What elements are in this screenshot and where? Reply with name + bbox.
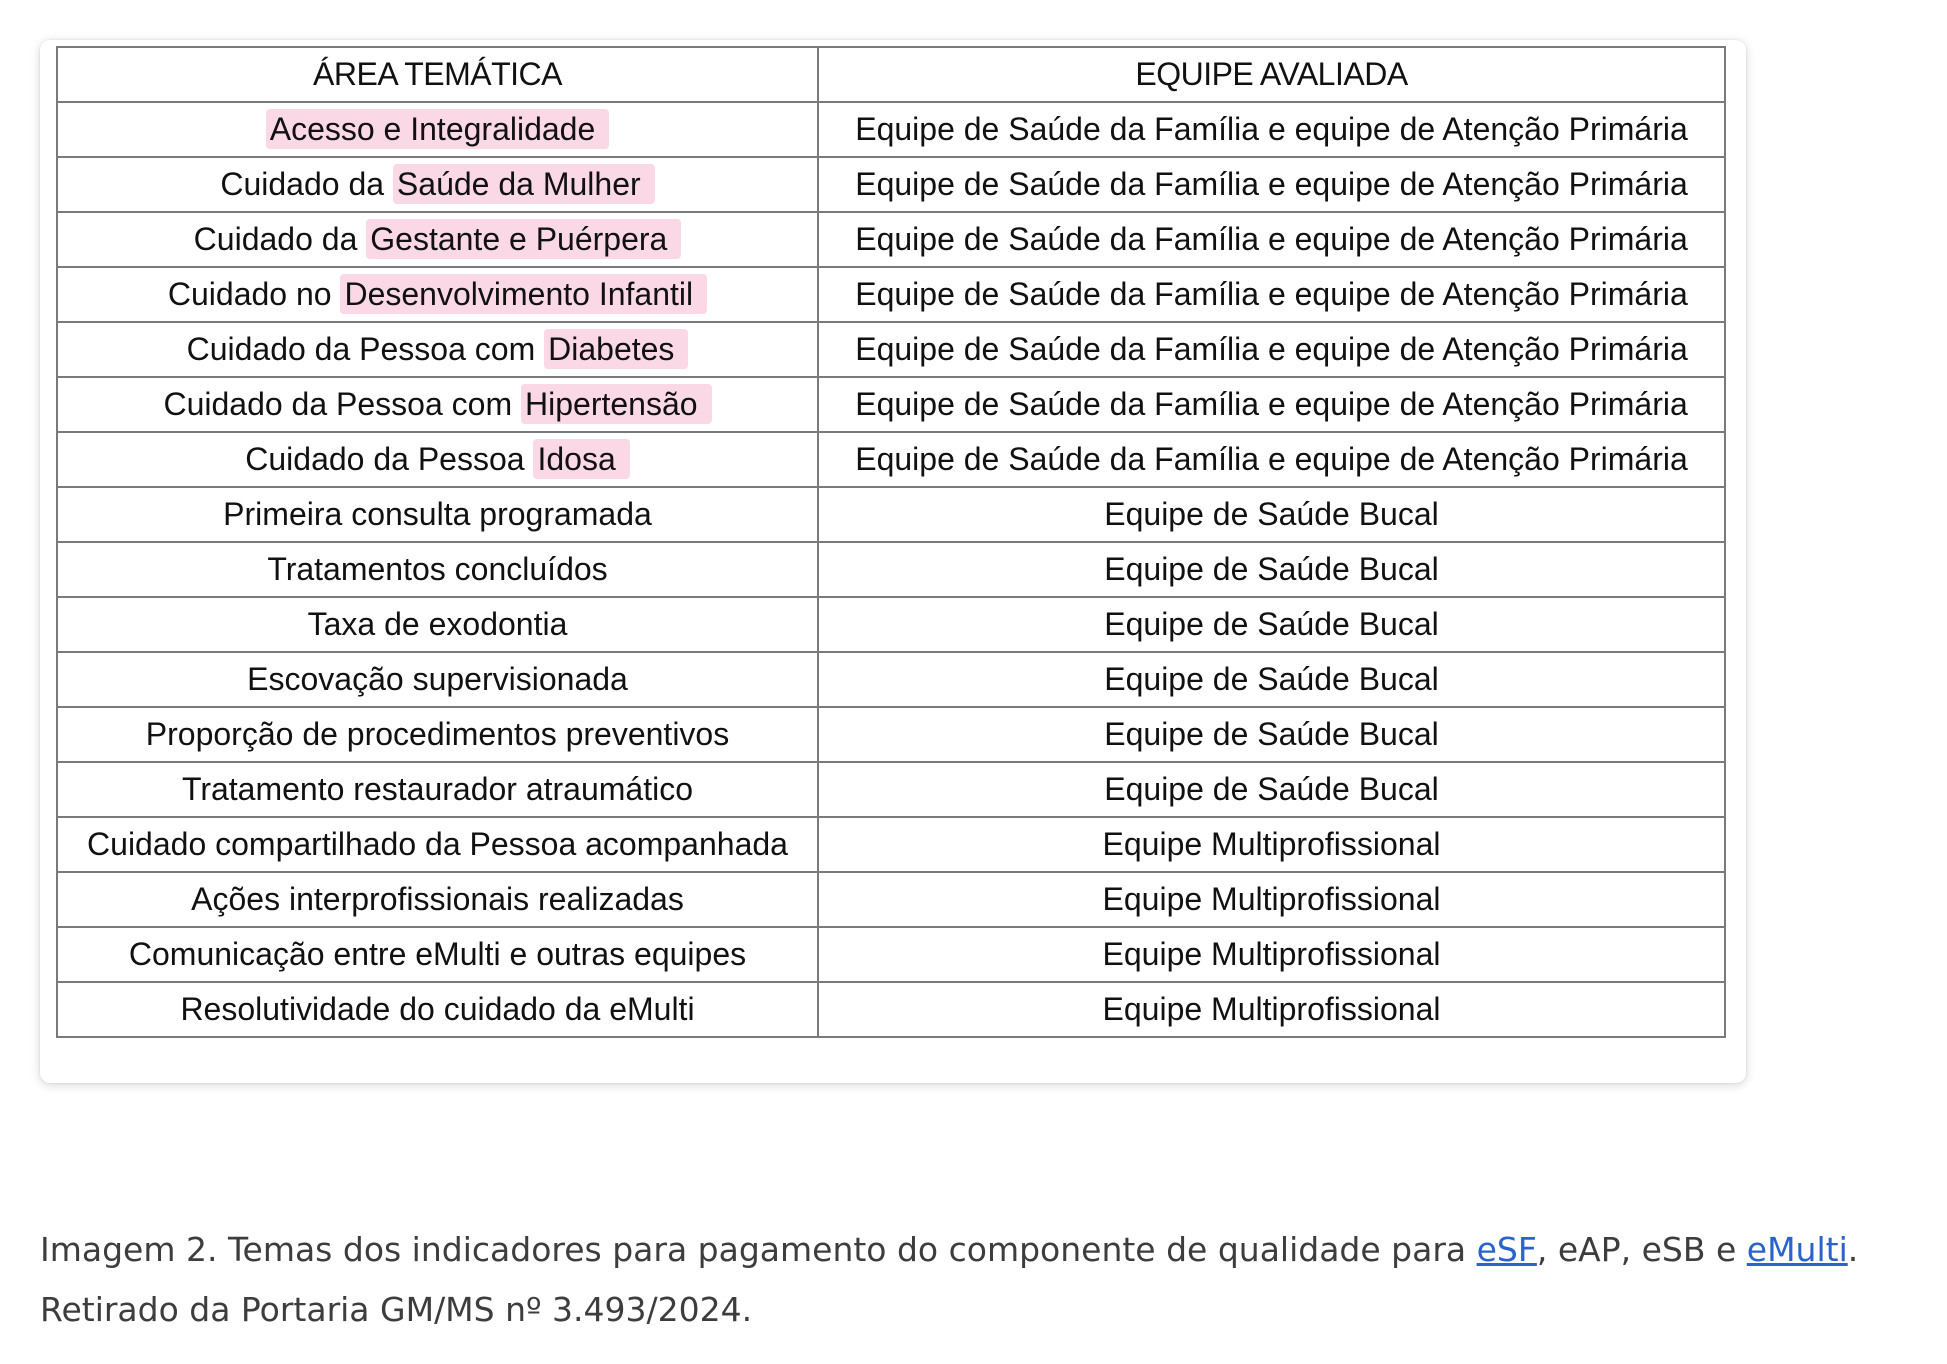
equipe-avaliada-cell: Equipe de Saúde da Família e equipe de Atenção Primária bbox=[818, 157, 1725, 212]
table-row bbox=[57, 157, 1725, 212]
table-body bbox=[57, 102, 1725, 1037]
area-tematica-text: Cuidado da bbox=[193, 221, 367, 257]
caption-text-part1: Imagem 2. Temas dos indicadores para pagamento do componente de qualidade para bbox=[40, 1230, 1477, 1269]
table-row bbox=[57, 927, 1725, 982]
area-tematica-cell bbox=[57, 762, 818, 817]
highlighted-term: Hipertensão bbox=[521, 384, 712, 424]
equipe-avaliada-cell: Equipe de Saúde Bucal bbox=[818, 707, 1725, 762]
equipe-avaliada-cell: Equipe de Saúde Bucal bbox=[818, 597, 1725, 652]
header-area-tematica: ÁREA TEMÁTICA bbox=[57, 47, 818, 102]
area-tematica-cell bbox=[57, 707, 818, 762]
area-tematica-text: Proporção de procedimentos preventivos bbox=[145, 716, 730, 752]
area-tematica-cell bbox=[57, 817, 818, 872]
area-tematica-cell bbox=[57, 982, 818, 1037]
equipe-avaliada-cell: Equipe de Saúde da Família e equipe de Atenção Primária bbox=[818, 212, 1725, 267]
area-tematica-text: Resolutividade do cuidado da eMulti bbox=[180, 991, 695, 1027]
equipe-avaliada-cell: Equipe de Saúde da Família e equipe de Atenção Primária bbox=[818, 322, 1725, 377]
equipe-avaliada-cell: Equipe de Saúde da Família e equipe de Atenção Primária bbox=[818, 102, 1725, 157]
equipe-avaliada-cell: Equipe Multiprofissional bbox=[818, 817, 1725, 872]
table-image-card bbox=[40, 40, 1746, 1083]
equipe-avaliada-cell: Equipe de Saúde da Família e equipe de Atenção Primária bbox=[818, 377, 1725, 432]
caption-text-part2: , eAP, eSB e bbox=[1536, 1230, 1747, 1269]
table-row bbox=[57, 652, 1725, 707]
table-row bbox=[57, 762, 1725, 817]
equipe-avaliada-cell: Equipe Multiprofissional bbox=[818, 872, 1725, 927]
caption-source: Retirado da Portaria GM/MS nº 3.493/2024. bbox=[40, 1290, 753, 1329]
table-row bbox=[57, 872, 1725, 927]
table-row bbox=[57, 322, 1725, 377]
equipe-avaliada-cell: Equipe de Saúde Bucal bbox=[818, 487, 1725, 542]
equipe-avaliada-cell: Equipe de Saúde Bucal bbox=[818, 542, 1725, 597]
area-tematica-cell bbox=[57, 212, 818, 267]
table-row bbox=[57, 817, 1725, 872]
table-header-row bbox=[57, 47, 1725, 102]
area-tematica-text: Cuidado da Pessoa com bbox=[163, 386, 521, 422]
area-tematica-text: Tratamentos concluídos bbox=[267, 551, 608, 587]
area-tematica-text: Tratamento restaurador atraumático bbox=[181, 771, 694, 807]
caption-text-part3: . bbox=[1847, 1230, 1859, 1269]
area-tematica-text: Cuidado da Pessoa bbox=[245, 441, 534, 477]
table-row bbox=[57, 597, 1725, 652]
highlighted-term: Desenvolvimento Infantil bbox=[340, 274, 707, 314]
highlighted-term: Gestante e Puérpera bbox=[366, 219, 681, 259]
highlighted-term: Saúde da Mulher bbox=[393, 164, 655, 204]
table-row bbox=[57, 542, 1725, 597]
emulti-link[interactable]: eMulti bbox=[1746, 1230, 1848, 1269]
highlighted-term: Acesso e Integralidade bbox=[266, 109, 610, 149]
area-tematica-cell bbox=[57, 377, 818, 432]
area-tematica-cell bbox=[57, 157, 818, 212]
area-tematica-text: Ações interprofissionais realizadas bbox=[191, 881, 684, 917]
area-tematica-cell bbox=[57, 102, 818, 157]
area-tematica-cell bbox=[57, 322, 818, 377]
equipe-avaliada-cell: Equipe de Saúde da Família e equipe de Atenção Primária bbox=[818, 432, 1725, 487]
area-tematica-cell bbox=[57, 927, 818, 982]
area-tematica-text: Comunicação entre eMulti e outras equipes bbox=[128, 936, 747, 972]
area-tematica-cell bbox=[57, 487, 818, 542]
area-tematica-cell bbox=[57, 267, 818, 322]
highlighted-term: Idosa bbox=[533, 439, 629, 479]
equipe-avaliada-cell: Equipe Multiprofissional bbox=[818, 927, 1725, 982]
area-tematica-cell bbox=[57, 652, 818, 707]
header-equipe-avaliada: EQUIPE AVALIADA bbox=[818, 47, 1725, 102]
table-row bbox=[57, 487, 1725, 542]
area-tematica-text: Escovação supervisionada bbox=[247, 661, 628, 697]
area-tematica-cell bbox=[57, 542, 818, 597]
table-row bbox=[57, 102, 1725, 157]
table-row bbox=[57, 982, 1725, 1037]
esf-link[interactable]: eSF bbox=[1476, 1230, 1537, 1269]
area-tematica-cell bbox=[57, 872, 818, 927]
equipe-avaliada-cell: Equipe de Saúde Bucal bbox=[818, 652, 1725, 707]
equipe-avaliada-cell: Equipe de Saúde Bucal bbox=[818, 762, 1725, 817]
indicator-themes-table bbox=[56, 46, 1726, 1038]
table-row bbox=[57, 267, 1725, 322]
area-tematica-cell bbox=[57, 432, 818, 487]
area-tematica-text: Cuidado no bbox=[167, 276, 341, 312]
image-caption bbox=[40, 1220, 1940, 1340]
area-tematica-text: Cuidado compartilhado da Pessoa acompanhada bbox=[87, 826, 788, 862]
area-tematica-text: Cuidado da bbox=[220, 166, 393, 202]
area-tematica-text: Taxa de exodontia bbox=[307, 606, 568, 642]
equipe-avaliada-cell: Equipe de Saúde da Família e equipe de Atenção Primária bbox=[818, 267, 1725, 322]
table-row bbox=[57, 707, 1725, 762]
equipe-avaliada-cell: Equipe Multiprofissional bbox=[818, 982, 1725, 1037]
area-tematica-text: Primeira consulta programada bbox=[223, 496, 652, 532]
table-row bbox=[57, 432, 1725, 487]
area-tematica-cell bbox=[57, 597, 818, 652]
area-tematica-text: Cuidado da Pessoa com bbox=[186, 331, 545, 367]
table-row bbox=[57, 212, 1725, 267]
highlighted-term: Diabetes bbox=[544, 329, 688, 369]
table-row bbox=[57, 377, 1725, 432]
